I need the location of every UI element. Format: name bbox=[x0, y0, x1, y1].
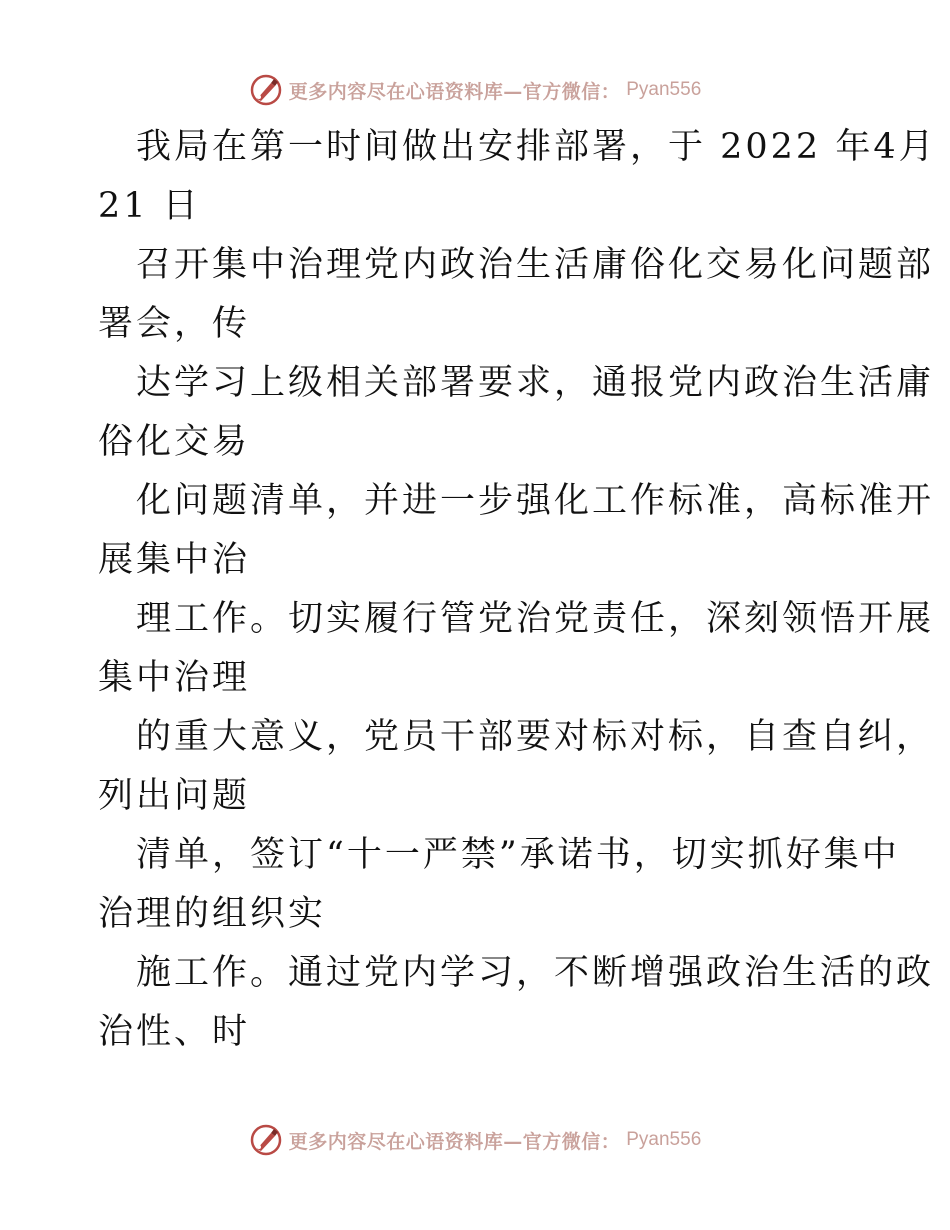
watermark-text: 更多内容尽在心语资料库—官方微信： bbox=[288, 1130, 621, 1153]
text-line: 清单，签订“十一严禁”承诺书，切实抓好集中 bbox=[136, 835, 900, 875]
text-line: 召开集中治理党内政治生活庸俗化交易化问题部 bbox=[136, 245, 935, 285]
text-line: 俗化交易 bbox=[98, 422, 251, 462]
text-line: 达学习上级相关部署要求，通报党内政治生活庸 bbox=[136, 363, 935, 403]
text-line: 署会，传 bbox=[98, 304, 251, 344]
text-line: 施工作。通过党内学习，不断增强政治生活的政 bbox=[136, 953, 935, 993]
text-line: 的重大意义，党员干部要对标对标，自查自纠， bbox=[136, 717, 935, 757]
pen-logo-icon bbox=[249, 73, 283, 107]
text-line: 治性、时 bbox=[98, 1012, 251, 1052]
text-line: 理工作。切实履行管党治党责任，深刻领悟开展 bbox=[136, 599, 935, 639]
footer-watermark bbox=[0, 1120, 950, 1160]
text-line: 我局在第一时间做出安排部署，于 2022 年4月 bbox=[136, 127, 937, 167]
header-watermark bbox=[0, 70, 950, 110]
text-line: 21 日 bbox=[98, 186, 201, 226]
watermark-text: 更多内容尽在心语资料库—官方微信： bbox=[288, 80, 621, 103]
text-line: 集中治理 bbox=[98, 658, 251, 698]
pen-logo-icon bbox=[249, 1123, 283, 1157]
watermark-wechat-id: Pyan556 bbox=[626, 1129, 702, 1150]
watermark-wechat-id: Pyan556 bbox=[626, 79, 702, 100]
text-line: 展集中治 bbox=[98, 540, 251, 580]
text-line: 列出问题 bbox=[98, 776, 251, 816]
text-line: 治理的组织实 bbox=[98, 894, 327, 934]
text-line: 化问题清单，并进一步强化工作标准，高标准开 bbox=[136, 481, 935, 521]
document-body bbox=[98, 118, 937, 1062]
